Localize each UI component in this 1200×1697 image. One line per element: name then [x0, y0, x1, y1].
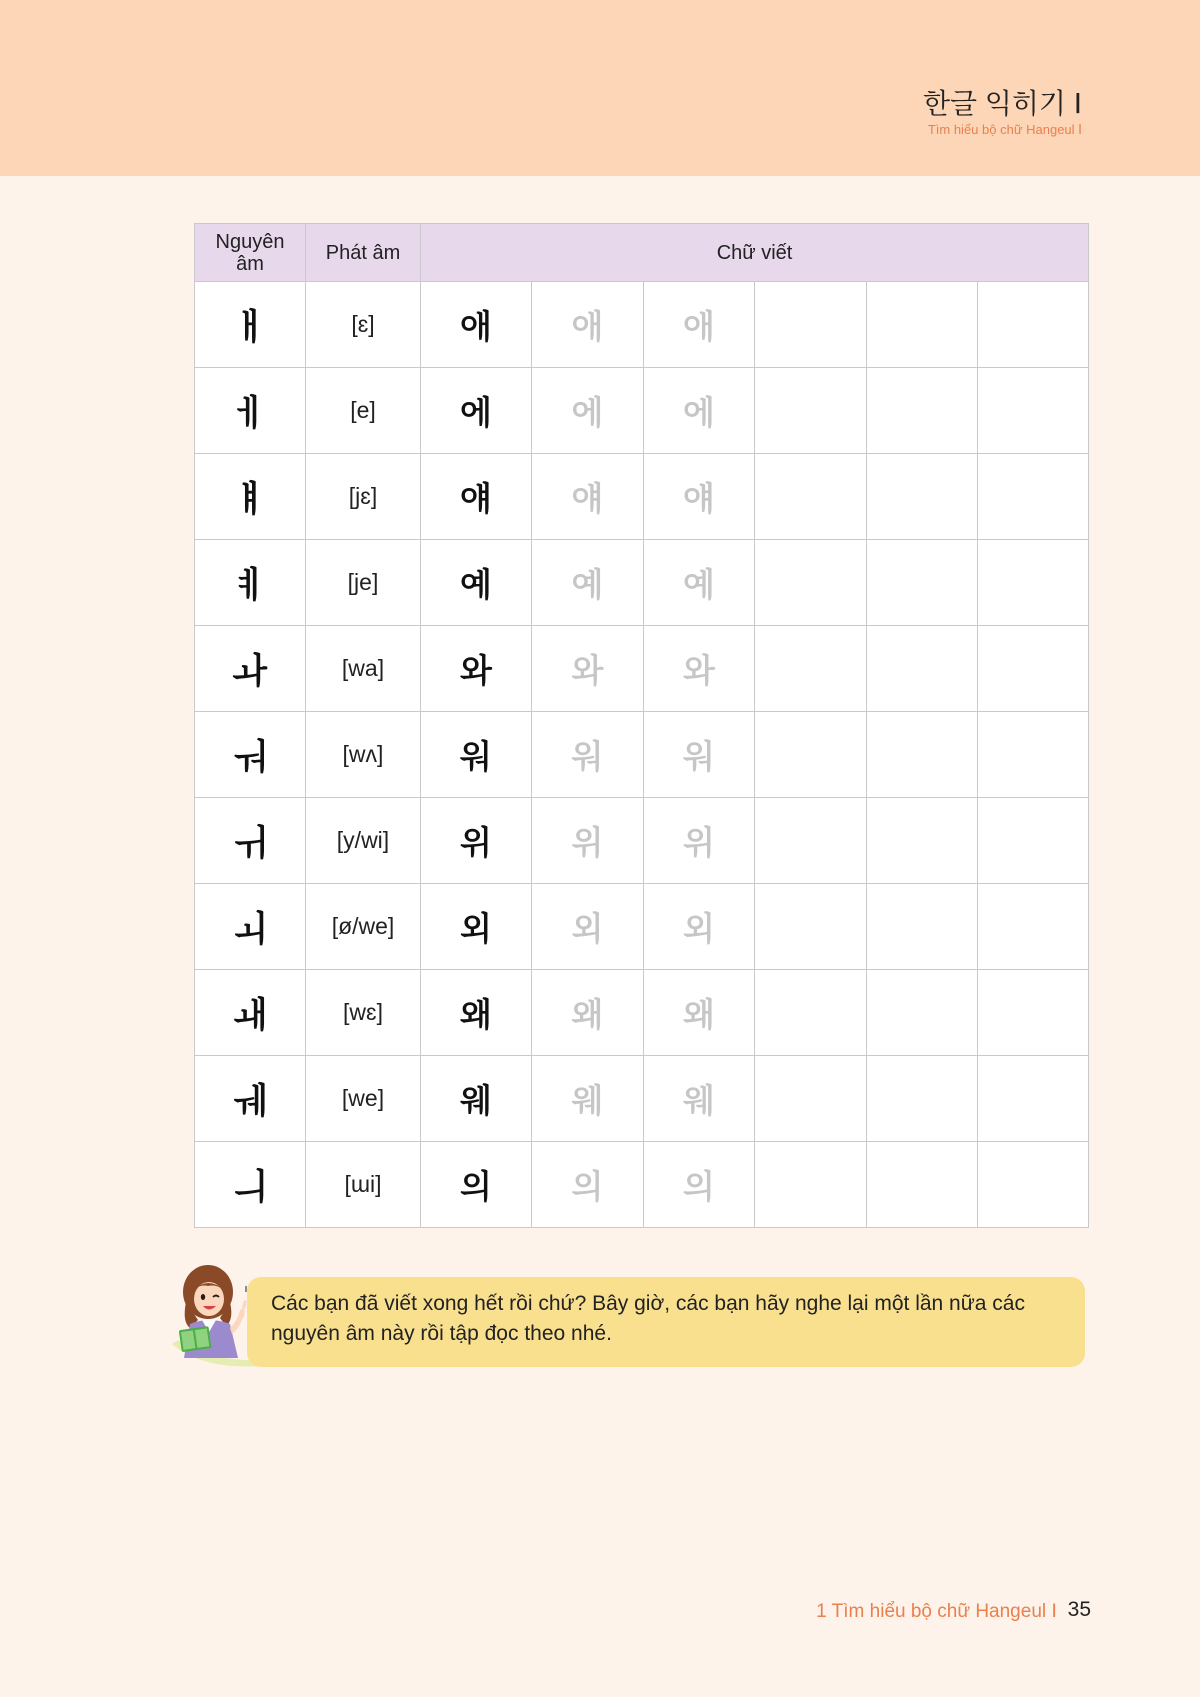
practice-blank-cell [867, 454, 978, 540]
pronunciation-cell: [ɯi] [306, 1142, 421, 1228]
syllable-model-cell: 위 [421, 798, 532, 884]
practice-blank-cell [755, 540, 867, 626]
practice-blank-cell [867, 712, 978, 798]
footer-section-title: 1 Tìm hiểu bộ chữ Hangeul Ⅰ [816, 1601, 1057, 1622]
vowel-cell: ㅐ [195, 282, 306, 368]
syllable-trace-cell: 애 [532, 282, 644, 368]
practice-blank-cell [755, 798, 867, 884]
syllable-model-cell: 왜 [421, 970, 532, 1056]
header-vowel-label: Nguyên âm [215, 230, 285, 275]
vowel-cell: ㅙ [195, 970, 306, 1056]
practice-blank-cell [867, 1056, 978, 1142]
practice-blank-cell [978, 540, 1089, 626]
practice-blank-cell [978, 626, 1089, 712]
table-row [195, 1056, 1089, 1142]
vowel-cell: ㅚ [195, 884, 306, 970]
syllable-trace-cell: 에 [644, 368, 755, 454]
syllable-model-cell: 외 [421, 884, 532, 970]
practice-blank-cell [867, 884, 978, 970]
practice-blank-cell [755, 970, 867, 1056]
practice-blank-cell [755, 368, 867, 454]
table-row [195, 282, 1089, 368]
vowel-cell: ㅒ [195, 454, 306, 540]
syllable-trace-cell: 얘 [532, 454, 644, 540]
syllable-model-cell: 얘 [421, 454, 532, 540]
practice-blank-cell [867, 368, 978, 454]
practice-blank-cell [755, 884, 867, 970]
pronunciation-cell: [ɛ] [306, 282, 421, 368]
syllable-trace-cell: 예 [532, 540, 644, 626]
practice-blank-cell [978, 454, 1089, 540]
header-vowel [195, 224, 306, 282]
syllable-trace-cell: 웨 [532, 1056, 644, 1142]
table-body [195, 282, 1089, 1228]
practice-blank-cell [755, 712, 867, 798]
vowel-writing-table [194, 223, 1089, 1228]
practice-blank-cell [867, 798, 978, 884]
practice-blank-cell [867, 540, 978, 626]
syllable-model-cell: 예 [421, 540, 532, 626]
vowel-cell: ㅞ [195, 1056, 306, 1142]
practice-blank-cell [978, 1142, 1089, 1228]
pronunciation-cell: [wʌ] [306, 712, 421, 798]
speech-bubble: Các bạn đã viết xong hết rồi chứ? Bây giờ, các bạn hãy nghe lại một lần nữa các nguyên âm này rồi tập đọc theo nhé. [247, 1277, 1085, 1367]
syllable-model-cell: 애 [421, 282, 532, 368]
practice-blank-cell [867, 626, 978, 712]
syllable-trace-cell: 예 [644, 540, 755, 626]
vowel-cell: ㅔ [195, 368, 306, 454]
practice-blank-cell [755, 1142, 867, 1228]
table-row [195, 540, 1089, 626]
practice-blank-cell [867, 1142, 978, 1228]
syllable-trace-cell: 외 [644, 884, 755, 970]
table-header-row [195, 224, 1089, 282]
practice-blank-cell [978, 712, 1089, 798]
header-pronunciation: Phát âm [306, 224, 421, 282]
syllable-trace-cell: 의 [644, 1142, 755, 1228]
practice-blank-cell [978, 970, 1089, 1056]
syllable-trace-cell: 의 [532, 1142, 644, 1228]
syllable-trace-cell: 얘 [644, 454, 755, 540]
table-row [195, 454, 1089, 540]
syllable-model-cell: 웨 [421, 1056, 532, 1142]
vowel-cell: ㅖ [195, 540, 306, 626]
syllable-model-cell: 의 [421, 1142, 532, 1228]
syllable-trace-cell: 와 [644, 626, 755, 712]
syllable-model-cell: 워 [421, 712, 532, 798]
vowel-cell: ㅢ [195, 1142, 306, 1228]
vowel-cell: ㅟ [195, 798, 306, 884]
syllable-model-cell: 와 [421, 626, 532, 712]
practice-blank-cell [867, 970, 978, 1056]
table-row [195, 712, 1089, 798]
practice-blank-cell [867, 282, 978, 368]
practice-blank-cell [755, 282, 867, 368]
syllable-trace-cell: 위 [644, 798, 755, 884]
syllable-trace-cell: 위 [532, 798, 644, 884]
syllable-trace-cell: 에 [532, 368, 644, 454]
syllable-trace-cell: 외 [532, 884, 644, 970]
practice-blank-cell [755, 626, 867, 712]
syllable-trace-cell: 왜 [644, 970, 755, 1056]
table-row [195, 626, 1089, 712]
syllable-trace-cell: 워 [644, 712, 755, 798]
vowel-cell: ㅘ [195, 626, 306, 712]
syllable-trace-cell: 왜 [532, 970, 644, 1056]
pronunciation-cell: [ø/we] [306, 884, 421, 970]
pronunciation-cell: [we] [306, 1056, 421, 1142]
pronunciation-cell: [jɛ] [306, 454, 421, 540]
practice-blank-cell [978, 884, 1089, 970]
pronunciation-cell: [y/wi] [306, 798, 421, 884]
syllable-trace-cell: 와 [532, 626, 644, 712]
pronunciation-cell: [wa] [306, 626, 421, 712]
syllable-trace-cell: 워 [532, 712, 644, 798]
pronunciation-cell: [e] [306, 368, 421, 454]
pronunciation-cell: [je] [306, 540, 421, 626]
vowel-cell: ㅝ [195, 712, 306, 798]
pronunciation-cell: [wɛ] [306, 970, 421, 1056]
practice-blank-cell [978, 282, 1089, 368]
table-row [195, 884, 1089, 970]
syllable-trace-cell: 애 [644, 282, 755, 368]
syllable-model-cell: 에 [421, 368, 532, 454]
practice-blank-cell [978, 368, 1089, 454]
table-row [195, 368, 1089, 454]
page-subtitle: Tìm hiểu bộ chữ Hangeul Ⅰ [927, 122, 1082, 137]
practice-blank-cell [978, 798, 1089, 884]
table-row [195, 970, 1089, 1056]
practice-blank-cell [978, 1056, 1089, 1142]
header-writing: Chữ viết [421, 224, 1089, 282]
table-row [195, 1142, 1089, 1228]
page-title: 한글 익히기 Ⅰ [922, 88, 1082, 119]
syllable-trace-cell: 웨 [644, 1056, 755, 1142]
page-number: 35 [1067, 1598, 1091, 1621]
practice-blank-cell [755, 454, 867, 540]
table-row [195, 798, 1089, 884]
practice-blank-cell [755, 1056, 867, 1142]
